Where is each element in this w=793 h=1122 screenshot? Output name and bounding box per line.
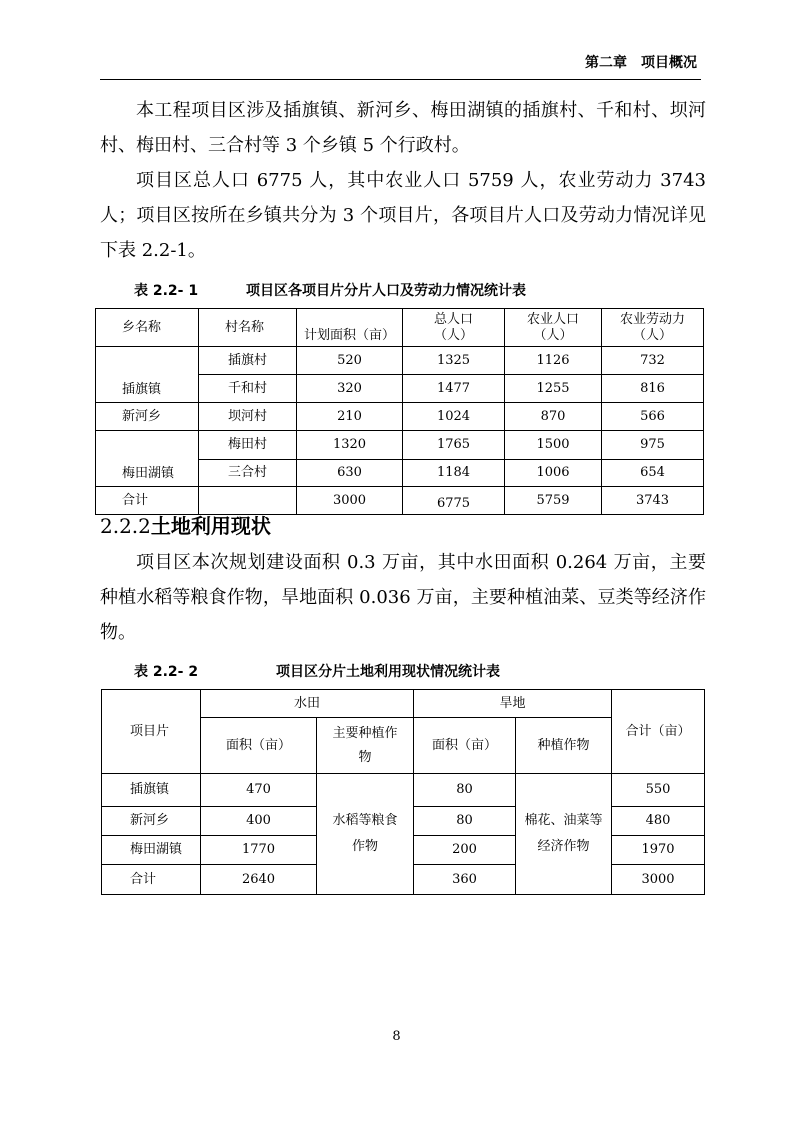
table-header-row (96, 309, 704, 347)
cell-dry-crop: 棉花、油菜等 经济作物 (516, 774, 612, 895)
cell-pop: 1477 (403, 375, 505, 403)
cell-total: 1970 (612, 836, 705, 865)
header-township: 乡名称 (96, 309, 199, 347)
cell-dry-area: 80 (414, 774, 516, 807)
cell-agri: 1255 (505, 375, 602, 403)
cell-paddy-area: 2640 (201, 865, 317, 895)
section-heading (100, 510, 271, 539)
cell-dry-area: 200 (414, 836, 516, 865)
table1-caption-title: 项目区各项目片分片人口及劳动力情况统计表 (246, 283, 526, 299)
cell-village: 插旗村 (199, 347, 297, 375)
header-paddy: 水田 (201, 690, 414, 718)
running-header (585, 52, 697, 72)
table2-caption-number: 表 2.2- 2 (134, 664, 199, 680)
section-title: 土地利用现状 (150, 514, 271, 538)
cell-agri: 870 (505, 403, 602, 431)
cell-dry-area: 80 (414, 807, 516, 836)
cell-town-chaqi: 插旗镇 (96, 347, 199, 403)
cell-agri: 1500 (505, 431, 602, 460)
section-number: 2.2.2 (100, 514, 151, 538)
header-paddy-crop: 主要种植作 物 (317, 718, 414, 774)
cell-paddy-area: 470 (201, 774, 317, 807)
cell-pop: 1184 (403, 460, 505, 487)
table1-caption (134, 280, 526, 300)
cell-area: 630 (297, 460, 403, 487)
paragraph-villages: 本工程项目区涉及插旗镇、新河乡、梅田湖镇的插旗村、千和村、坝河村、梅田村、三合村等 3 个乡镇 5 个行政村。 (100, 100, 706, 156)
cell-labor: 816 (602, 375, 704, 403)
land-use-table (101, 689, 705, 895)
page-number: 8 (392, 1029, 401, 1044)
cell-paddy-area: 400 (201, 807, 317, 836)
cell-pop: 6775 (403, 487, 505, 515)
chapter-title: 项目概况 (641, 55, 697, 71)
cell-dry-area: 360 (414, 865, 516, 895)
cell-labor: 3743 (602, 487, 704, 515)
table2-caption-title: 项目区分片土地利用现状情况统计表 (276, 664, 500, 680)
cell-village: 坝河村 (199, 403, 297, 431)
cell-village: 三合村 (199, 460, 297, 487)
table1-caption-number: 表 2.2- 1 (134, 283, 199, 299)
cell-total: 3000 (612, 865, 705, 895)
cell-pop: 1765 (403, 431, 505, 460)
cell-project: 合计 (102, 865, 201, 895)
cell-area: 210 (297, 403, 403, 431)
table-row (96, 347, 704, 375)
table-header-row (102, 690, 705, 718)
header-dry-area: 面积（亩） (414, 718, 516, 774)
cell-total-label: 合计 (96, 487, 199, 515)
header-agri-population: 农业人口 （人） (505, 309, 602, 347)
cell-labor: 566 (602, 403, 704, 431)
cell-agri: 5759 (505, 487, 602, 515)
cell-area: 1320 (297, 431, 403, 460)
cell-pop: 1024 (403, 403, 505, 431)
header-rule (100, 79, 701, 80)
cell-labor: 732 (602, 347, 704, 375)
table-row (102, 774, 705, 807)
cell-total: 550 (612, 774, 705, 807)
cell-area: 520 (297, 347, 403, 375)
table-row (96, 431, 704, 460)
header-dry: 旱地 (414, 690, 612, 718)
cell-project: 插旗镇 (102, 774, 201, 807)
cell-agri: 1006 (505, 460, 602, 487)
cell-labor: 654 (602, 460, 704, 487)
cell-labor: 975 (602, 431, 704, 460)
paragraph-population: 项目区总人口 6775 人，其中农业人口 5759 人，农业劳动力 3743 人；项目区按所在乡镇共分为 3 个项目片，各项目片人口及劳动力情况详见下表 2.2-1。 (100, 170, 706, 261)
header-total: 合计（亩） (612, 690, 705, 774)
cell-town-xinhe: 新河乡 (96, 403, 199, 431)
cell-paddy-crop: 水稻等粮食 作物 (317, 774, 414, 895)
cell-total: 480 (612, 807, 705, 836)
population-table (95, 308, 704, 515)
cell-area: 320 (297, 375, 403, 403)
table2-caption (134, 661, 500, 681)
header-population: 总人口 （人） (403, 309, 505, 347)
cell-project: 新河乡 (102, 807, 201, 836)
chapter-label: 第二章 (585, 55, 627, 71)
cell-paddy-area: 1770 (201, 836, 317, 865)
header-village: 村名称 (199, 309, 297, 347)
cell-village: 千和村 (199, 375, 297, 403)
cell-pop: 1325 (403, 347, 505, 375)
cell-village: 梅田村 (199, 431, 297, 460)
header-paddy-area: 面积（亩） (201, 718, 317, 774)
cell-area: 3000 (297, 487, 403, 515)
cell-project: 梅田湖镇 (102, 836, 201, 865)
header-labor: 农业劳动力 （人） (602, 309, 704, 347)
table-row (96, 403, 704, 431)
paragraph-land-use: 项目区本次规划建设面积 0.3 万亩，其中水田面积 0.264 万亩，主要种植水稻等粮食作物，旱地面积 0.036 万亩，主要种植油菜、豆类等经济作物。 (100, 552, 706, 643)
header-area: 计划面积（亩） (297, 309, 403, 347)
cell-town-meitian: 梅田湖镇 (96, 431, 199, 487)
header-project: 项目片 (102, 690, 201, 774)
header-dry-crop: 种植作物 (516, 718, 612, 774)
cell-agri: 1126 (505, 347, 602, 375)
